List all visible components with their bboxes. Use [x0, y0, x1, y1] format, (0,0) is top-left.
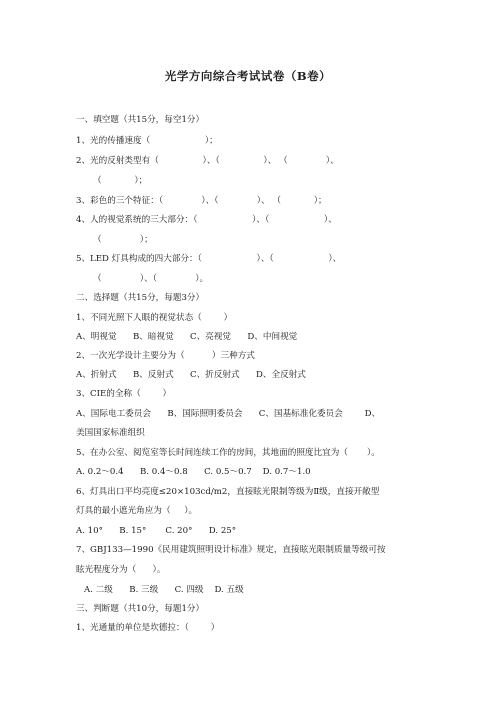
- question-line-continued: （ ）、（ ）。: [93, 274, 209, 284]
- section-heading-true-false: 三、判断题（共10分，每题1分）: [76, 604, 205, 614]
- question-line: 1、光通量的单位是坎德拉：（ ）: [76, 623, 220, 633]
- answer-options: A. 10° B. 15° C. 20° D. 25°: [76, 526, 237, 536]
- answer-options: A. 0.2～0.4 B. 0.4～0.8 C. 0.5～0.7 D. 0.7～1.0: [76, 467, 311, 477]
- question-line: 1、光的传播速度（ ）；: [76, 136, 218, 146]
- question-line: 2、一次光学设计主要分为（ ）三种方式: [76, 351, 255, 361]
- question-line: 4、人的视觉系统的三大部分：（ ）、（ ）、: [76, 215, 337, 225]
- question-line-continued: （ ）；: [93, 235, 153, 245]
- answer-options: A、国际电工委员会 B、国际照明委员会 C、国基标准化委员会 D、: [76, 409, 381, 419]
- question-line-continued: 眩光程度分为（ ）。: [76, 565, 166, 575]
- section-heading-fill-blank: 一、填空题（共15分，每空1分）: [76, 115, 205, 125]
- question-line: 3、彩色的三个特征：（ ）、（ ）、 （ ）；: [76, 196, 327, 206]
- question-line: 5、LED 灯具构成的四大部分：（ ）、（ ）、: [76, 254, 342, 264]
- question-line: 6、灯具出口平均亮度≤20×103cd/m2，直接眩光限制等级为Ⅱ级，直接开敞型: [76, 487, 380, 497]
- answer-options-continued: 美国国家标准组织: [76, 428, 145, 438]
- exam-title: 光学方向综合考试试卷（B卷）: [164, 69, 332, 83]
- answer-options: A、明视觉 B、暗视觉 C、亮视觉 D、中间视觉: [76, 332, 298, 342]
- answer-options: A、折射式 B、反射式 C、折反射式 D、全反射式: [76, 370, 306, 380]
- question-line: 1、不同光照下人眼的视觉状态（ ）: [76, 313, 233, 323]
- question-line-continued: （ ）；: [93, 176, 148, 186]
- question-line: 2、光的反射类型有（ ）、（ ）、 （ ）、: [76, 156, 339, 166]
- question-line: 5、在办公室、阅览室等长时间连续工作的房间，其地面的照度比宜为（ ）。: [76, 448, 380, 458]
- question-line: 3、CIE的全称（ ）: [76, 389, 172, 399]
- question-line-continued: 灯具的最小遮光角应为（ ）。: [76, 506, 198, 516]
- answer-options: A. 二级 B. 三级 C. 四级 D. 五级: [84, 585, 244, 595]
- question-line: 7、GBJ133—1990《民用建筑照明设计标准》规定，直接眩光限制质量等级可按: [76, 545, 386, 555]
- section-heading-multiple-choice: 二、选择题（共15分，每题3分）: [76, 293, 205, 303]
